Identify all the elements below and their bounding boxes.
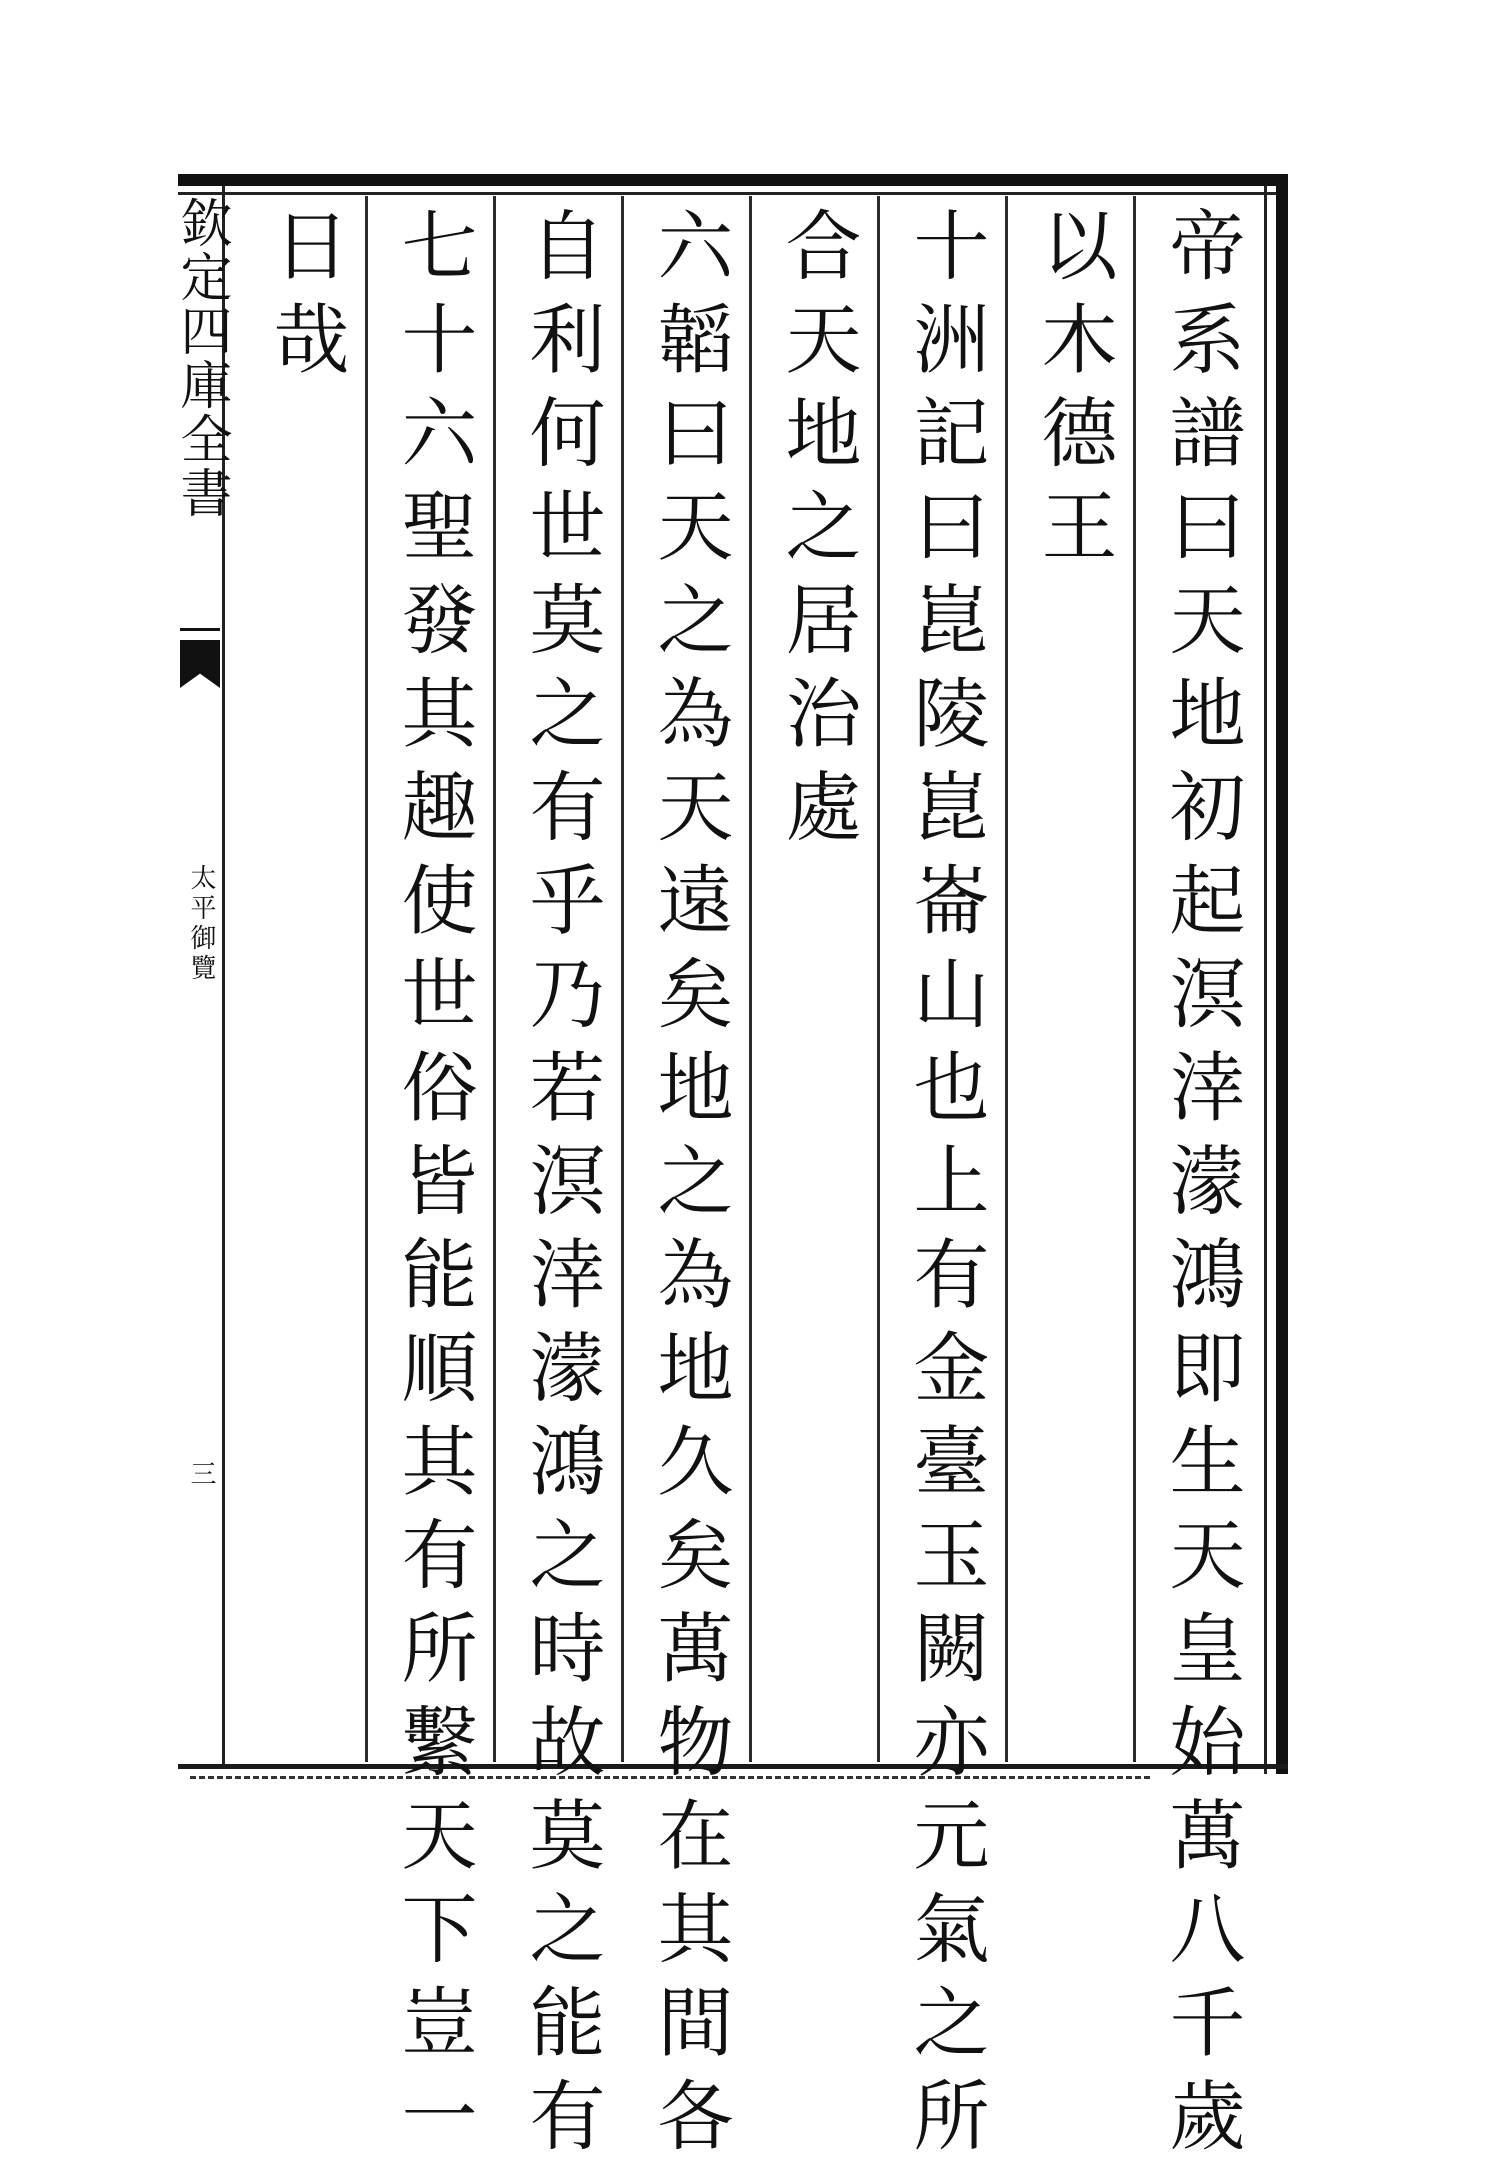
text-column-5 bbox=[626, 206, 752, 2170]
column-text: 六韜曰天之為天遠矣地之為地久矣萬物在其間各 bbox=[645, 206, 734, 2170]
text-column-2 bbox=[1010, 206, 1136, 580]
column-text: 日哉 bbox=[261, 206, 350, 393]
fish-tail-rule bbox=[180, 628, 220, 631]
column-text: 十洲記曰崑陵崑崙山也上有金臺玉闕亦元氣之所 bbox=[901, 206, 990, 2170]
column-separator bbox=[365, 196, 368, 1762]
column-text: 合天地之居治處 bbox=[773, 206, 862, 861]
text-column-3 bbox=[882, 206, 1008, 2170]
text-column-8 bbox=[242, 206, 368, 393]
book-title: 太平御覽 bbox=[186, 864, 216, 984]
page-number: 三 bbox=[186, 1460, 216, 1486]
text-column-4 bbox=[754, 206, 880, 861]
text-column-6 bbox=[498, 206, 624, 2170]
text-column-1 bbox=[1138, 206, 1264, 2170]
column-text: 自利何世莫之有乎乃若溟涬濛鴻之時故莫之能有 bbox=[517, 206, 606, 2170]
frame-top-border bbox=[178, 174, 1288, 186]
collection-title: 欽定四庫全書 bbox=[171, 196, 231, 520]
column-text: 帝系譜曰天地初起溟涬濛鴻即生天皇始萬八千歲 bbox=[1157, 206, 1246, 2170]
column-text: 以木德王 bbox=[1029, 206, 1118, 580]
frame-top-inner-border bbox=[178, 192, 1288, 195]
frame-right-inner-border bbox=[1264, 186, 1267, 1774]
column-text: 七十六聖發其趣使世俗皆能順其有所繫天下豈一 bbox=[389, 206, 478, 2170]
text-column-7 bbox=[370, 206, 496, 2170]
fish-tail-mark bbox=[180, 640, 220, 688]
frame-right-border bbox=[1276, 174, 1288, 1774]
